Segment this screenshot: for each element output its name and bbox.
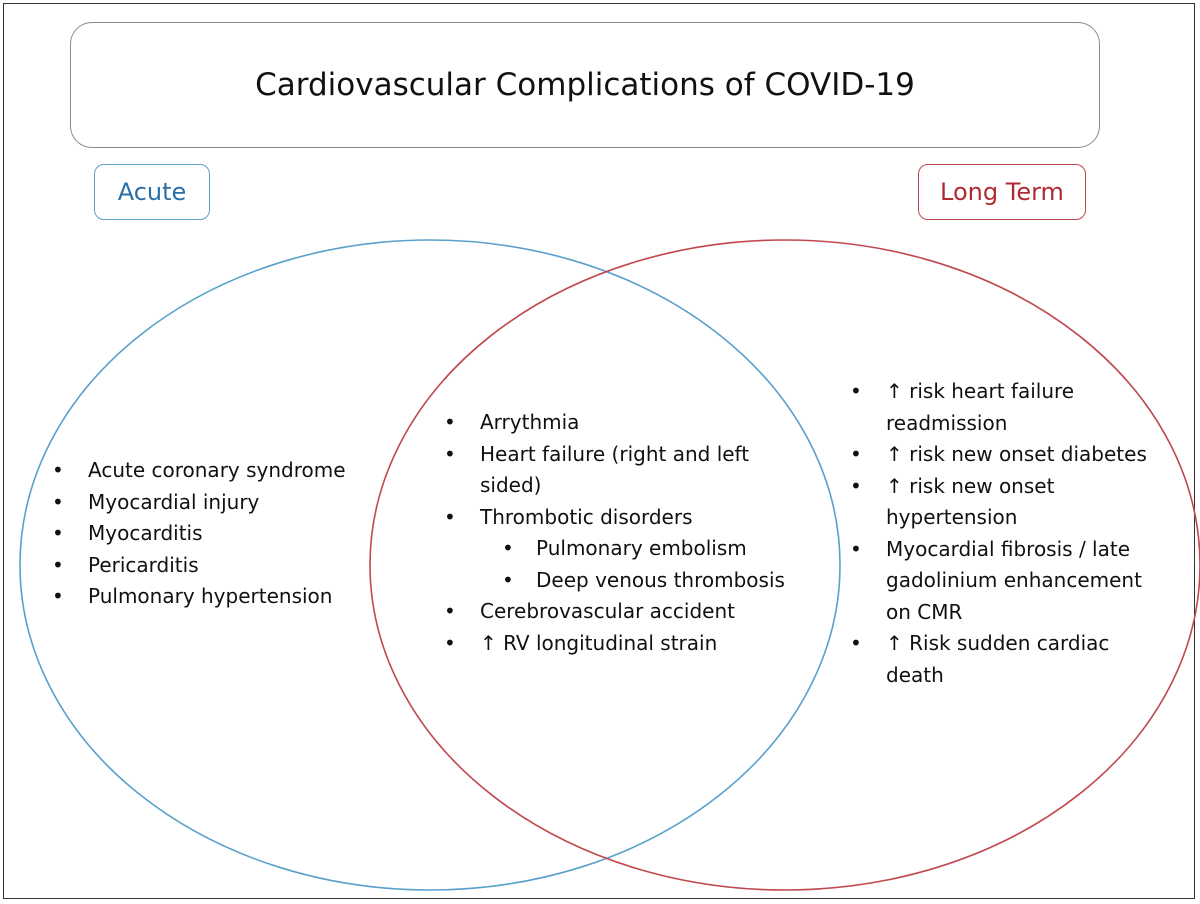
acute-label: Acute: [94, 164, 210, 220]
long-term-list: [846, 376, 1161, 691]
list-item: • ↑ risk new onset hypertension: [846, 471, 1161, 534]
list-item: • Cerebrovascular accident: [440, 596, 785, 628]
list-item: • ↑ risk heart failure readmission: [846, 376, 1161, 439]
long-term-label: Long Term: [918, 164, 1086, 220]
list-item: • ↑ RV longitudinal strain: [440, 628, 785, 660]
list-item: • Acute coronary syndrome: [48, 455, 388, 487]
list-item: • ↑ Risk sudden cardiac death: [846, 628, 1161, 691]
list-item: • Heart failure (right and left sided): [440, 439, 785, 502]
diagram-title: Cardiovascular Complications of COVID-19: [255, 67, 915, 103]
list-item: • Pericarditis: [48, 550, 388, 582]
list-item: • Myocardial fibrosis / late gadolinium enhancement on CMR: [846, 534, 1161, 629]
list-item: • Myocarditis: [48, 518, 388, 550]
list-item: • Myocardial injury: [48, 487, 388, 519]
list-item: • Pulmonary hypertension: [48, 581, 388, 613]
list-item: • Arrythmia: [440, 407, 785, 439]
list-item: • Thrombotic disorders: [440, 502, 785, 534]
sub-list-item: • Deep venous thrombosis: [440, 565, 785, 597]
list-item: • ↑ risk new onset diabetes: [846, 439, 1161, 471]
overlap-list: [440, 407, 785, 659]
acute-list: [48, 455, 388, 613]
sub-list-item: • Pulmonary embolism: [440, 533, 785, 565]
